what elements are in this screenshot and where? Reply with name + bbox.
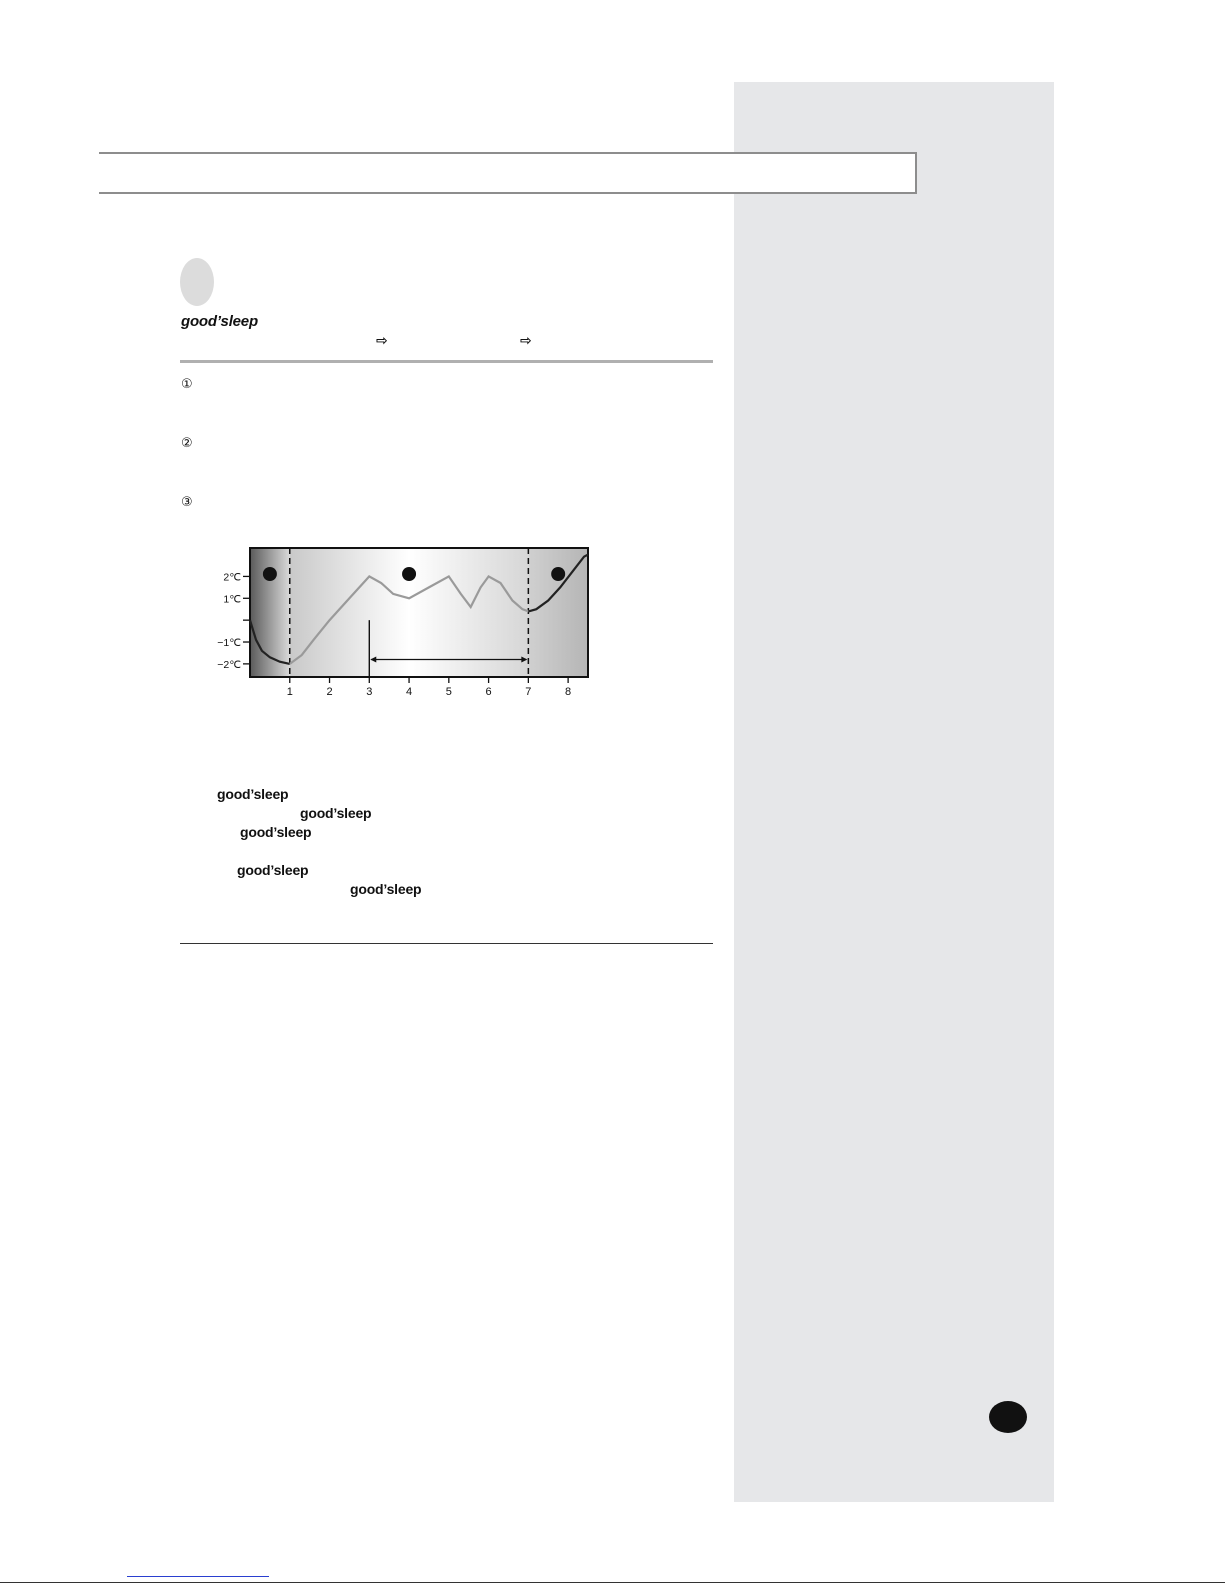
brand-label: good’sleep [350, 881, 422, 897]
y-tick-label: −1℃ [217, 637, 241, 650]
footer-link[interactable] [127, 1576, 269, 1577]
section-badge [180, 258, 214, 306]
x-tick-label: 3 [366, 686, 373, 698]
brand-label: good’sleep [217, 786, 289, 802]
brand-heading: good’sleep [181, 313, 258, 330]
y-tick-label: 2℃ [223, 571, 241, 584]
section-divider [180, 360, 713, 363]
sleep-temperature-chart [200, 540, 600, 715]
section-divider [180, 943, 713, 944]
brand-label: good’sleep [300, 805, 372, 821]
phase-dot [402, 567, 416, 581]
sidebar-panel [734, 82, 1054, 1502]
x-tick-label: 7 [525, 686, 532, 698]
step-marker-3: ③ [181, 495, 193, 510]
x-tick-label: 8 [565, 686, 572, 698]
brand-label: good’sleep [237, 862, 309, 878]
x-tick-label: 5 [445, 686, 452, 698]
x-tick-label: 6 [485, 686, 492, 698]
brand-label: good’sleep [240, 824, 312, 840]
y-tick-label: −2℃ [217, 658, 241, 671]
step-marker-1: ① [181, 377, 193, 392]
arrow-right-icon: ⇨ [520, 333, 532, 349]
step-marker-2: ② [181, 436, 193, 451]
arrow-right-icon: ⇨ [376, 333, 388, 349]
y-tick-label: 1℃ [223, 593, 241, 606]
phase-dot [551, 567, 565, 581]
footer-divider [0, 1582, 1225, 1583]
phase-dot [263, 567, 277, 581]
page-number-badge [989, 1401, 1027, 1433]
x-tick-label: 4 [405, 686, 413, 698]
x-tick-label: 2 [326, 686, 333, 698]
page-title-bar [99, 152, 917, 194]
x-tick-label: 1 [286, 686, 293, 698]
